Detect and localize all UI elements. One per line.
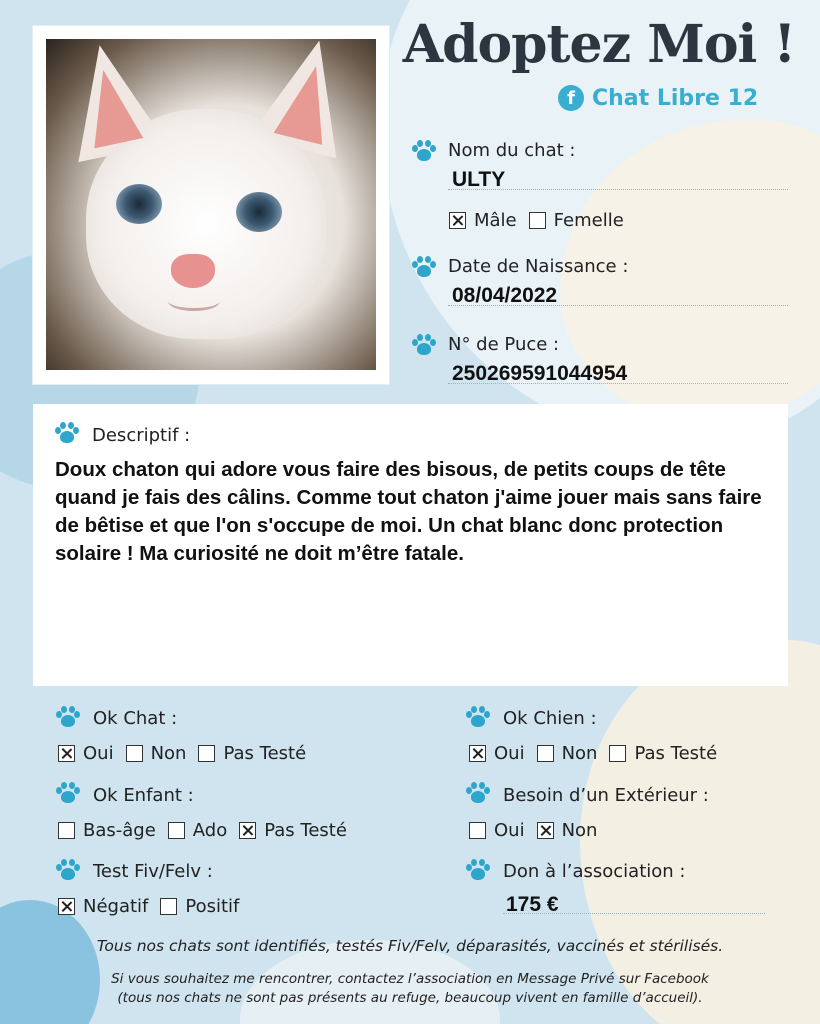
ok-enfant-bas-age[interactable]: Bas-âge xyxy=(58,820,156,841)
don-value: 175 € xyxy=(506,893,559,916)
cat-eye-left xyxy=(116,184,162,224)
ok-chat-oui[interactable]: Oui xyxy=(58,743,114,764)
footer-line-2: Si vous souhaitez me rencontrer, contactez l’association en Message Privé sur Facebook xyxy=(111,971,709,987)
ok-enfant-pas-teste[interactable]: Pas Testé xyxy=(239,820,347,841)
exterieur-options xyxy=(469,820,609,841)
ok-chien-label: Ok Chien : xyxy=(503,708,597,729)
paw-icon xyxy=(466,706,490,728)
checkbox[interactable] xyxy=(168,822,185,839)
name-value: ULTY xyxy=(452,168,506,191)
paw-icon xyxy=(466,859,490,881)
checkbox[interactable] xyxy=(198,745,215,762)
ok-chien-pas-teste[interactable]: Pas Testé xyxy=(609,743,717,764)
sex-option-female[interactable]: Femelle xyxy=(529,210,624,231)
facebook-icon: f xyxy=(558,85,584,111)
chip-underline xyxy=(448,383,788,384)
sex-options xyxy=(449,210,636,231)
paw-icon xyxy=(412,334,436,356)
checkbox-male[interactable] xyxy=(449,212,466,229)
paw-icon xyxy=(466,782,490,804)
footer-line-1: Tous nos chats sont identifiés, testés Fiv/Felv, déparasités, vaccinés et stérilisés. xyxy=(96,937,724,955)
description-box xyxy=(33,404,788,686)
paw-icon xyxy=(56,859,80,881)
ok-chat-options xyxy=(58,743,318,764)
birth-label: Date de Naissance : xyxy=(448,256,629,277)
sex-option-male[interactable]: Mâle xyxy=(449,210,517,231)
cat-mouth xyxy=(168,291,220,311)
checkbox[interactable] xyxy=(58,898,75,915)
checkbox[interactable] xyxy=(537,745,554,762)
birth-underline xyxy=(448,305,788,306)
ok-enfant-label: Ok Enfant : xyxy=(93,785,194,806)
ok-chien-oui[interactable]: Oui xyxy=(469,743,525,764)
test-fiv-negatif[interactable]: Négatif xyxy=(58,896,148,917)
cat-nose xyxy=(171,254,215,288)
background-shape xyxy=(580,640,820,1024)
paw-icon xyxy=(412,140,436,162)
facebook-page-name: Chat Libre 12 xyxy=(592,85,759,111)
ok-chien-options xyxy=(469,743,729,764)
checkbox[interactable] xyxy=(537,822,554,839)
description-text: Doux chaton qui adore vous faire des bisous, de petits coups de tête quand je fais des câlins. Comme tout chaton j'aime jouer mais sans faire de bêtise et que l'on s'occupe de moi. Un chat blanc donc protection solaire ! Ma curiosité ne doit m’être fatale. xyxy=(55,458,762,565)
chip-value: 250269591044954 xyxy=(452,362,628,385)
description-label: Descriptif : xyxy=(92,425,191,446)
footer-contact xyxy=(0,970,820,1008)
ok-enfant-options xyxy=(58,820,359,841)
test-fiv-label: Test Fiv/Felv : xyxy=(93,861,213,882)
ok-chat-label: Ok Chat : xyxy=(93,708,178,729)
name-underline xyxy=(448,189,788,190)
checkbox[interactable] xyxy=(58,822,75,839)
page-title: Adoptez Moi ! xyxy=(402,14,796,75)
footer-line-3: (tous nos chats ne sont pas présents au refuge, beaucoup vivent en famille d’accueil). xyxy=(117,990,703,1006)
exterieur-oui[interactable]: Oui xyxy=(469,820,525,841)
paw-icon xyxy=(55,422,79,444)
cat-photo xyxy=(46,39,376,370)
exterieur-label: Besoin d’un Extérieur : xyxy=(503,785,709,806)
birth-value: 08/04/2022 xyxy=(452,284,558,307)
ok-enfant-ado[interactable]: Ado xyxy=(168,820,227,841)
checkbox[interactable] xyxy=(58,745,75,762)
ok-chien-non[interactable]: Non xyxy=(537,743,598,764)
checkbox[interactable] xyxy=(469,822,486,839)
checkbox-female[interactable] xyxy=(529,212,546,229)
don-underline xyxy=(503,913,765,914)
don-label: Don à l’association : xyxy=(503,861,686,882)
paw-icon xyxy=(56,782,80,804)
paw-icon xyxy=(56,706,80,728)
checkbox[interactable] xyxy=(469,745,486,762)
ok-chat-pas-teste[interactable]: Pas Testé xyxy=(198,743,306,764)
checkbox[interactable] xyxy=(126,745,143,762)
facebook-link[interactable] xyxy=(558,85,758,111)
test-fiv-options xyxy=(58,896,251,917)
name-label: Nom du chat : xyxy=(448,140,576,161)
exterieur-non[interactable]: Non xyxy=(537,820,598,841)
ok-chat-non[interactable]: Non xyxy=(126,743,187,764)
cat-photo-frame xyxy=(33,26,389,384)
chip-label: N° de Puce : xyxy=(448,334,560,355)
checkbox[interactable] xyxy=(239,822,256,839)
cat-eye-right xyxy=(236,192,282,232)
paw-icon xyxy=(412,256,436,278)
checkbox[interactable] xyxy=(609,745,626,762)
checkbox[interactable] xyxy=(160,898,177,915)
test-fiv-positif[interactable]: Positif xyxy=(160,896,239,917)
